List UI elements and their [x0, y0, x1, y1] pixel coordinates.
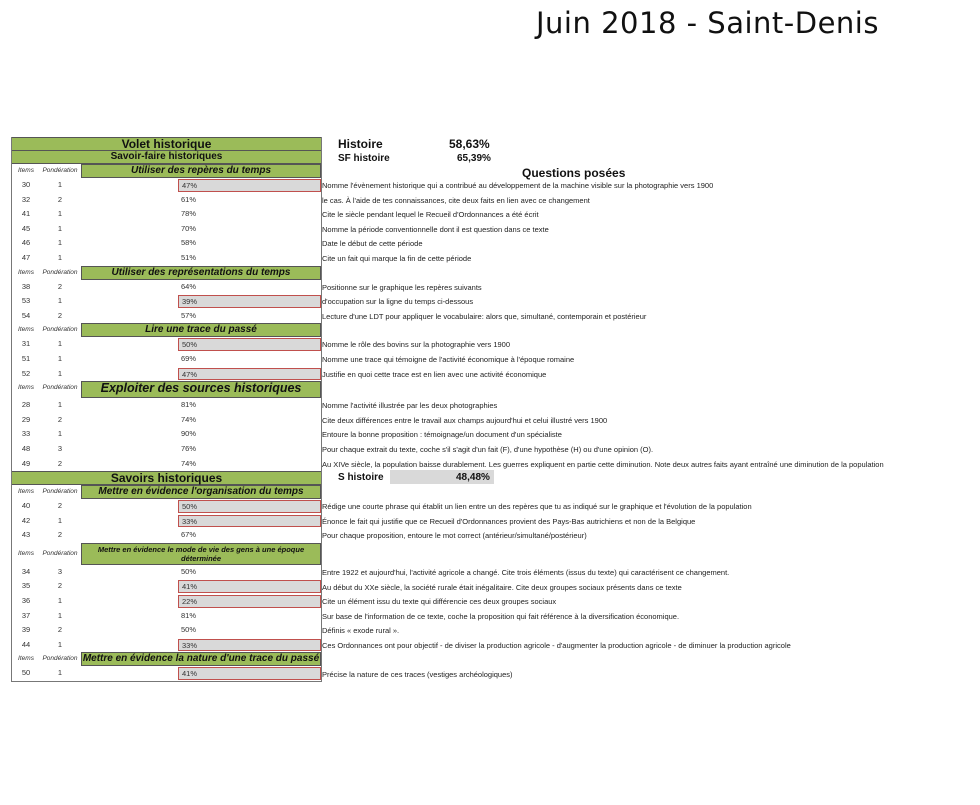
- question-text: Date le début de cette période: [322, 239, 423, 249]
- item-ponderation: 2: [57, 414, 63, 424]
- item-number: 35: [21, 581, 31, 591]
- item-percentage: 22%: [178, 595, 321, 608]
- item-percentage: 41%: [178, 580, 321, 593]
- item-percentage: 47%: [178, 179, 321, 192]
- col-ponderation-label: Pondération: [42, 655, 78, 663]
- item-ponderation: 3: [57, 566, 63, 576]
- section-title: Exploiter des sources historiques: [81, 381, 321, 398]
- question-text: Nomme la période conventionnelle dont il est question dans ce texte: [322, 224, 549, 234]
- table-row: [12, 579, 321, 594]
- item-ponderation: 1: [57, 252, 63, 262]
- table-row: [12, 609, 321, 624]
- item-percentage: 69%: [181, 353, 197, 363]
- savoir-faire-header: Savoir-faire historiques: [12, 151, 321, 164]
- item-number: 45: [21, 223, 31, 233]
- question-text: Nomme une trace qui témoigne de l'activité économique à l'époque romaine: [322, 355, 575, 364]
- col-ponderation-label: Pondération: [42, 488, 78, 496]
- item-ponderation: 2: [57, 310, 63, 320]
- table-row: [12, 193, 321, 208]
- col-items-label: Items: [18, 326, 34, 334]
- item-percentage: 81%: [181, 610, 197, 620]
- item-percentage: 70%: [181, 223, 197, 233]
- item-ponderation: 1: [57, 353, 63, 363]
- section-title: Mettre en évidence l'organisation du temps: [81, 485, 321, 499]
- item-ponderation: 1: [57, 223, 63, 233]
- table-row: [12, 398, 321, 413]
- col-ponderation-label: Pondération: [42, 549, 78, 557]
- table-row: [12, 207, 321, 222]
- item-percentage: 39%: [178, 295, 321, 308]
- table-row: [12, 427, 321, 442]
- item-percentage: 50%: [178, 500, 321, 513]
- item-number: 37: [21, 610, 31, 620]
- table-row: [12, 499, 321, 514]
- section-header: [12, 652, 321, 666]
- savoirs-header: Savoirs historiques: [12, 471, 321, 485]
- question-text: Ces Ordonnances ont pour objectif - de diviser la production agricole - d'augmenter la production agricole - de diminuer la production agricole: [322, 641, 791, 650]
- item-number: 51: [21, 353, 31, 363]
- question-text: Nomme le rôle des bovins sur la photographie vers 1900: [322, 340, 511, 350]
- col-ponderation-label: Pondération: [42, 167, 78, 174]
- item-number: 28: [21, 400, 31, 410]
- item-ponderation: 2: [57, 281, 63, 291]
- item-ponderation: 2: [57, 501, 63, 511]
- section-title: Utiliser des représentations du temps: [81, 266, 321, 280]
- item-number: 42: [21, 515, 31, 525]
- item-number: 38: [21, 281, 31, 291]
- item-ponderation: 1: [57, 610, 63, 620]
- section-title: Mettre en évidence le mode de vie des gens à une époque déterminée: [81, 543, 321, 565]
- item-ponderation: 1: [57, 238, 63, 248]
- question-text: Cite le siècle pendant lequel le Recueil d'Ordonnances a été écrit: [322, 210, 539, 220]
- question-text: Lecture d'une LDT pour appliquer le vocabulaire: alors que, simultané, contemporain et postérieur: [322, 311, 647, 321]
- item-number: 43: [21, 530, 31, 540]
- question-text: Énonce le fait qui justifie que ce Recueil d'Ordonnances provient des Pays-Bas autrichiens et non de la Belgique: [322, 516, 696, 526]
- table-row: [12, 565, 321, 580]
- item-percentage: 50%: [181, 566, 197, 576]
- item-number: 47: [21, 252, 31, 262]
- histoire-score: 58,63%: [449, 137, 490, 151]
- table-row: [12, 638, 321, 653]
- table-row: [12, 528, 321, 543]
- col-items-label: Items: [18, 549, 34, 557]
- table-row: [12, 178, 321, 193]
- section-title: Utiliser des repères du temps: [81, 164, 321, 178]
- table-row: [12, 457, 321, 472]
- table-row: [12, 236, 321, 251]
- question-text: d'occupation sur la ligne du temps ci-dessous: [322, 297, 474, 307]
- page-title: Juin 2018 - Saint-Denis: [536, 6, 879, 40]
- item-ponderation: 1: [57, 180, 63, 189]
- sf-histoire-label: SF histoire: [338, 153, 390, 164]
- col-items-label: Items: [18, 384, 34, 392]
- item-number: 44: [21, 639, 31, 649]
- item-percentage: 33%: [178, 515, 321, 528]
- table-row: [12, 352, 321, 367]
- s-histoire-score: 48,48%: [456, 472, 490, 483]
- col-items-label: Items: [18, 268, 34, 276]
- item-percentage: 61%: [181, 194, 197, 204]
- table-row: [12, 294, 321, 309]
- question-text: Justifie en quoi cette trace est en lien avec une activité économique: [322, 369, 547, 379]
- item-number: 50: [21, 668, 31, 678]
- item-percentage: 50%: [181, 625, 197, 635]
- item-number: 29: [21, 414, 31, 424]
- item-percentage: 47%: [178, 368, 321, 381]
- item-ponderation: 1: [57, 296, 63, 306]
- col-items-label: Items: [18, 655, 34, 663]
- volet-header: Volet historique: [12, 137, 321, 151]
- table-row: [12, 280, 321, 295]
- col-ponderation-label: Pondération: [42, 384, 78, 392]
- item-percentage: 58%: [181, 238, 197, 248]
- item-number: 46: [21, 238, 31, 248]
- item-number: 33: [21, 429, 31, 439]
- question-text: Précise la nature de ces traces (vestiges archéologiques): [322, 669, 513, 679]
- col-ponderation-label: Pondération: [42, 326, 78, 334]
- item-ponderation: 1: [57, 339, 63, 349]
- item-number: 36: [21, 596, 31, 606]
- item-ponderation: 3: [57, 443, 63, 453]
- s-histoire-label: S histoire: [338, 472, 384, 483]
- item-percentage: 51%: [181, 252, 197, 262]
- item-number: 32: [21, 194, 31, 204]
- item-ponderation: 2: [57, 194, 63, 204]
- item-number: 53: [21, 296, 31, 306]
- questions-heading: Questions posées: [522, 166, 626, 180]
- question-text: le cas. À l'aide de tes connaissances, cite deux faits en lien avec ce changement: [322, 195, 590, 205]
- item-number: 48: [21, 443, 31, 453]
- sf-histoire-score: 65,39%: [457, 153, 491, 164]
- item-percentage: 76%: [181, 443, 197, 453]
- table-row: [12, 222, 321, 237]
- table-row: [12, 623, 321, 638]
- item-ponderation: 1: [57, 668, 63, 678]
- item-percentage: 64%: [181, 281, 197, 291]
- table-row: [12, 337, 321, 352]
- question-text: Pour chaque proposition, entoure le mot correct (antérieur/simultané/postérieur): [322, 531, 587, 541]
- item-number: 41: [21, 209, 31, 219]
- item-percentage: 90%: [181, 429, 197, 439]
- section-title: Lire une trace du passé: [81, 323, 321, 337]
- question-text: Nomme l'évènement historique qui a contribué au développement de la machine visible sur la photographie vers 1900: [322, 181, 714, 190]
- item-number: 30: [21, 180, 31, 189]
- item-number: 54: [21, 310, 31, 320]
- section-header: [12, 266, 321, 280]
- question-text: Cite un élément issu du texte qui différencie ces deux groupes sociaux: [322, 597, 557, 607]
- item-ponderation: 1: [57, 368, 63, 378]
- item-number: 52: [21, 368, 31, 378]
- question-text: Au début du XXe siècle, la société rurale était inégalitaire. Cite deux groupes sociaux présents dans ce texte: [322, 582, 682, 592]
- table-row: [12, 442, 321, 457]
- item-number: 31: [21, 339, 31, 349]
- table-row: [12, 514, 321, 529]
- table-row: [12, 309, 321, 324]
- item-number: 34: [21, 566, 31, 576]
- col-ponderation-label: Pondération: [42, 268, 78, 276]
- table-row: [12, 367, 321, 382]
- question-text: Rédige une courte phrase qui établit un lien entre un des repères que tu as indiqué sur le graphique et l'évolution de la population: [322, 502, 752, 512]
- item-percentage: 74%: [181, 414, 197, 424]
- question-text: Sur base de l'information de ce texte, coche la proposition qui fait référence à la diversification économique.: [322, 611, 680, 621]
- item-number: 49: [21, 458, 31, 468]
- item-ponderation: 2: [57, 625, 63, 635]
- table-row: [12, 666, 321, 681]
- table-row: [12, 594, 321, 609]
- item-ponderation: 2: [57, 458, 63, 468]
- section-header: [12, 323, 321, 337]
- item-percentage: 50%: [178, 338, 321, 351]
- item-ponderation: 1: [57, 429, 63, 439]
- question-text: Au XIVe siècle, la population baisse durablement. Les guerres expliquent en partie cette diminution. Note deux autres faits ayant entraîné une diminution de la population: [322, 459, 884, 469]
- question-text: Cite un fait qui marque la fin de cette période: [322, 254, 472, 263]
- item-percentage: 67%: [181, 530, 197, 540]
- question-text: Positionne sur le graphique les repères suivants: [322, 282, 482, 292]
- item-ponderation: 1: [57, 515, 63, 525]
- item-percentage: 74%: [181, 458, 197, 468]
- item-ponderation: 1: [57, 639, 63, 649]
- item-number: 40: [21, 501, 31, 511]
- item-percentage: 78%: [181, 209, 197, 219]
- item-ponderation: 2: [57, 581, 63, 591]
- col-items-label: Items: [18, 167, 34, 174]
- question-text: Pour chaque extrait du texte, coche s'il s'agit d'un fait (F), d'une hypothèse (H) ou d'une opinion (O).: [322, 445, 654, 454]
- question-text: Cite deux différences entre le travail aux champs aujourd'hui et celui illustré vers 1900: [322, 415, 608, 425]
- table-row: [12, 413, 321, 428]
- col-items-label: Items: [18, 488, 34, 496]
- section-header: [12, 485, 321, 499]
- results-table: [11, 137, 322, 682]
- section-header: [12, 381, 321, 398]
- question-text: Entoure la bonne proposition : témoignage/un document d'un spécialiste: [322, 430, 562, 440]
- item-ponderation: 1: [57, 596, 63, 606]
- question-text: Nomme l'activité illustrée par les deux photographies: [322, 401, 498, 411]
- item-percentage: 41%: [178, 667, 321, 680]
- item-percentage: 57%: [181, 310, 197, 320]
- item-percentage: 33%: [178, 639, 321, 652]
- table-row: [12, 251, 321, 266]
- histoire-label: Histoire: [338, 137, 383, 151]
- section-header: [12, 543, 321, 565]
- section-header: [12, 164, 321, 178]
- section-title: Mettre en évidence la nature d'une trace du passé: [82, 653, 320, 665]
- question-text: Entre 1922 et aujourd'hui, l'activité agricole a changé. Cite trois éléments (issus du texte) qui caractérisent ce changement.: [322, 568, 730, 577]
- item-percentage: 81%: [181, 400, 197, 410]
- item-ponderation: 1: [57, 400, 63, 410]
- question-text: Définis « exode rural ».: [322, 626, 400, 636]
- item-number: 39: [21, 625, 31, 635]
- item-ponderation: 1: [57, 209, 63, 219]
- item-ponderation: 2: [57, 530, 63, 540]
